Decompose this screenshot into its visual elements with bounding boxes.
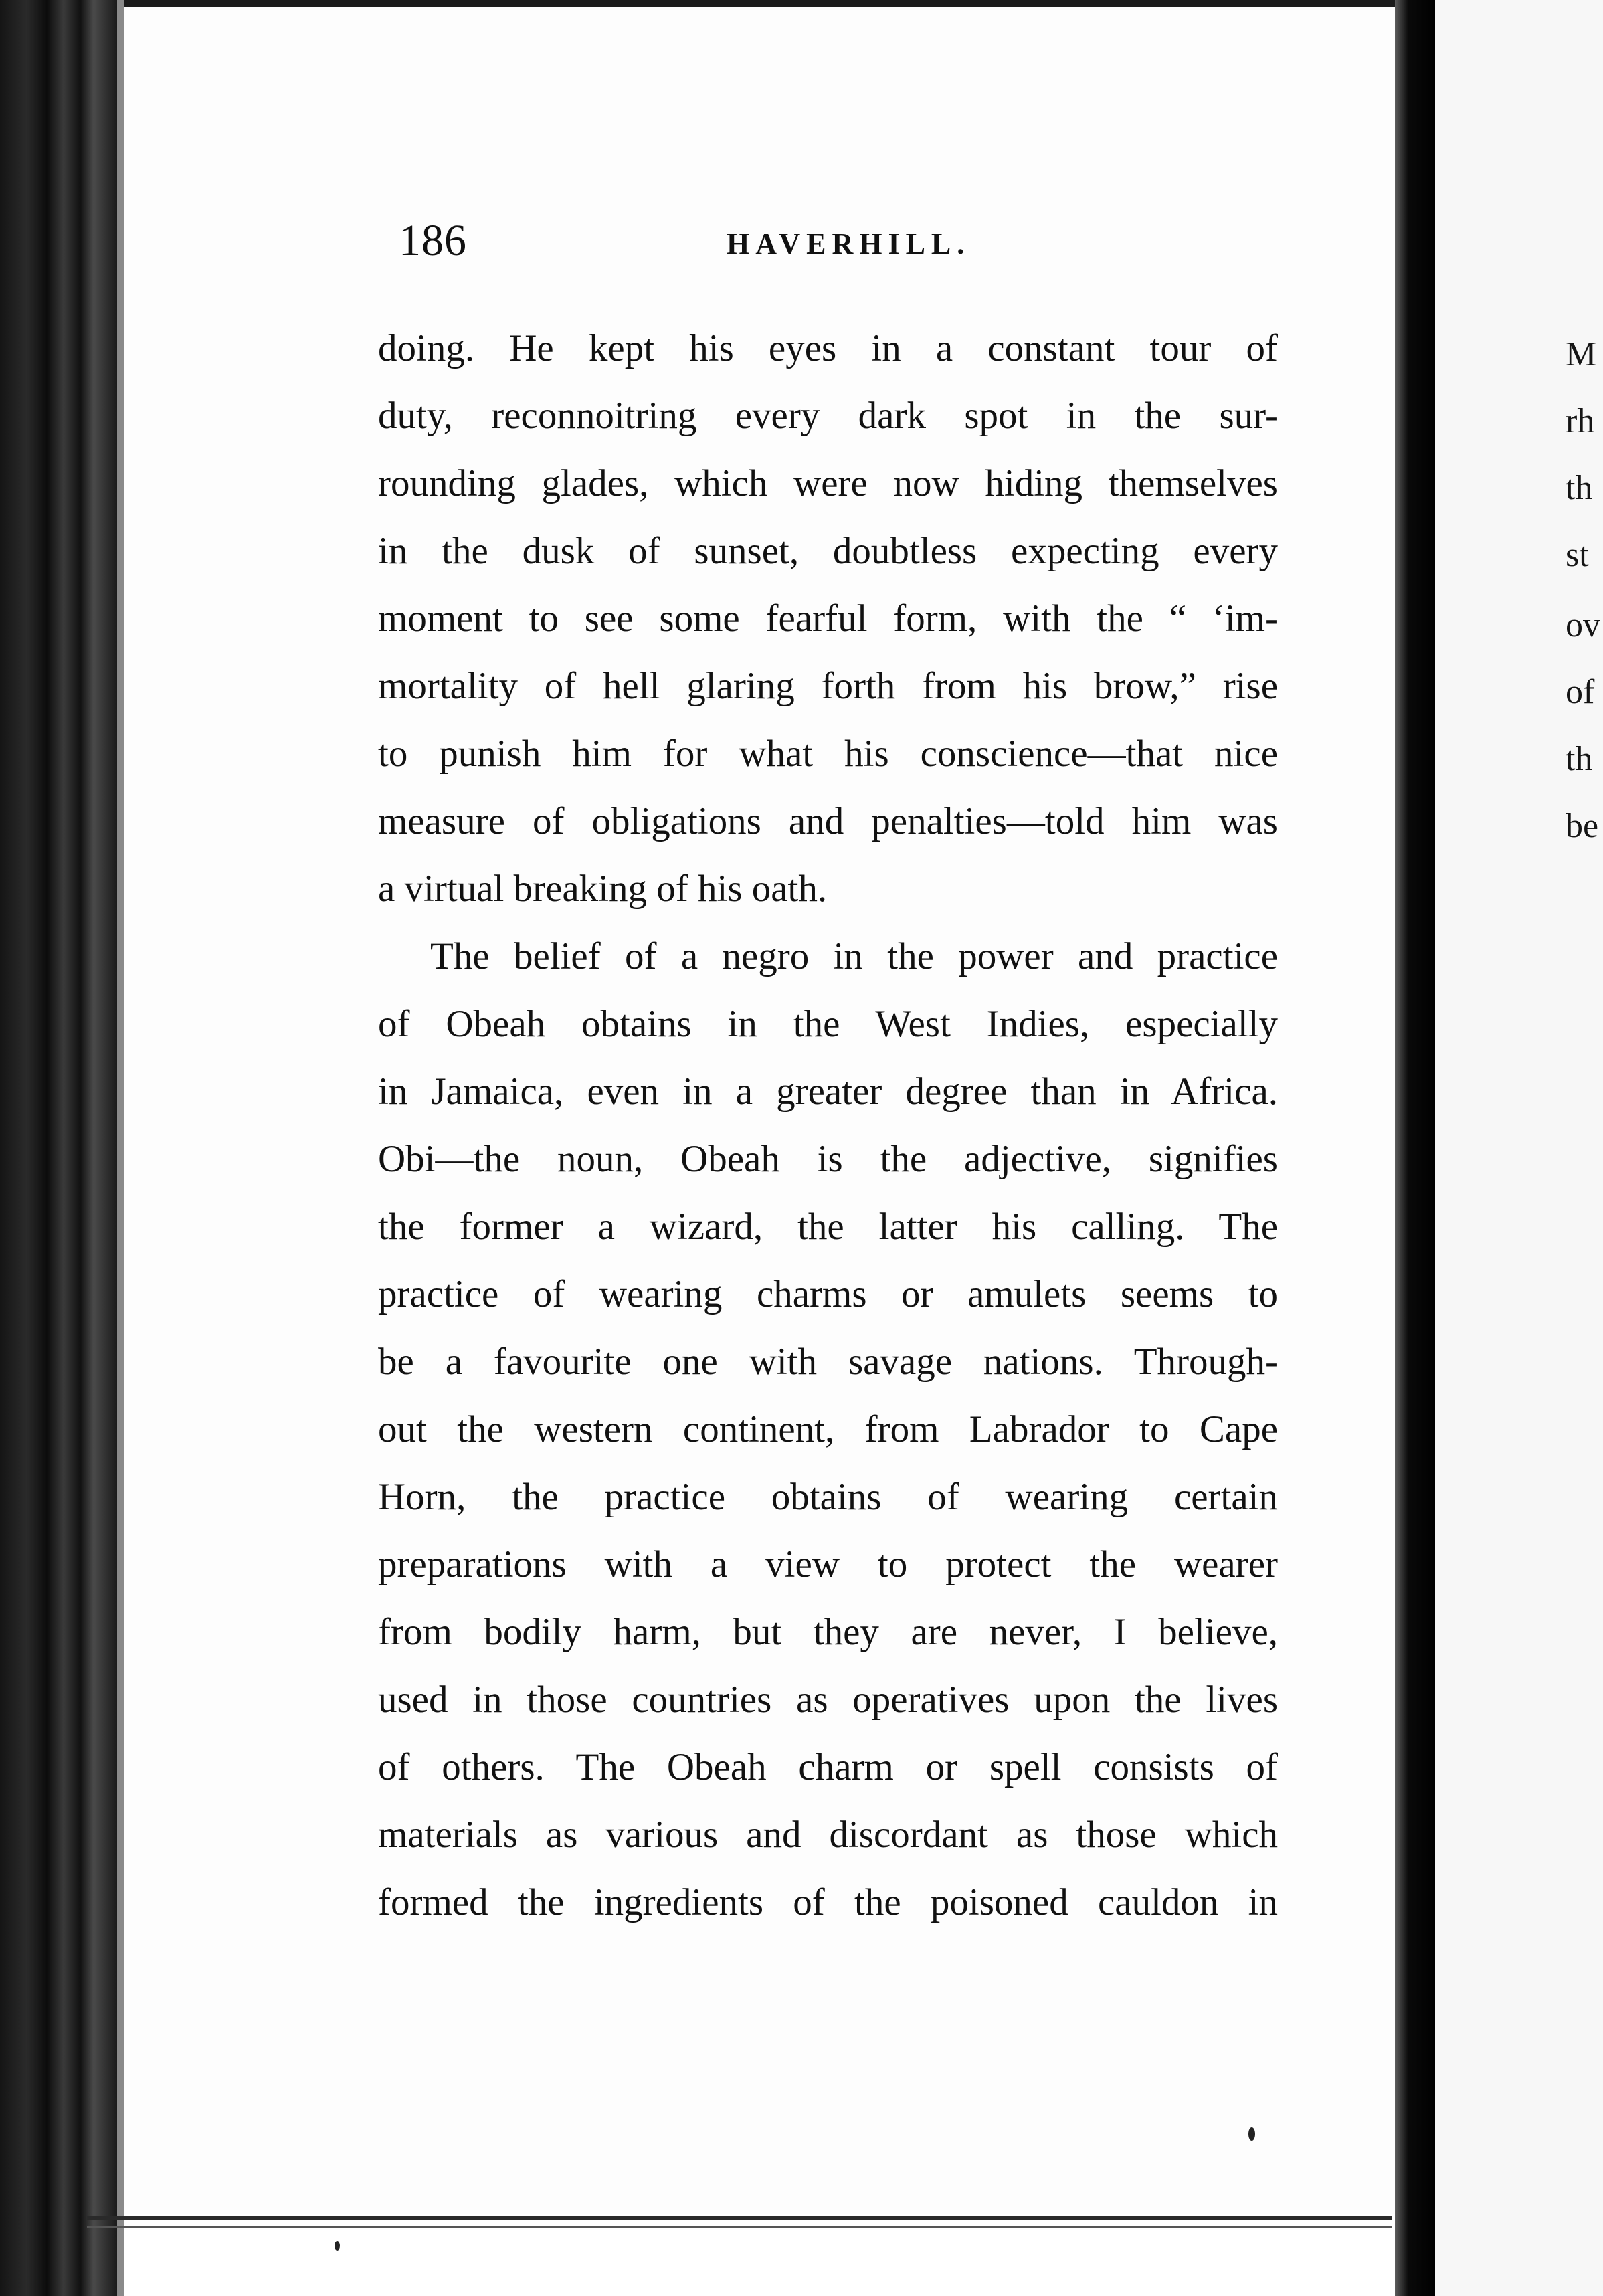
top-scan-border xyxy=(124,0,1603,7)
text-line: duty, reconnoitring every dark spot in the sur- xyxy=(378,395,1278,437)
text-line: Horn, the practice obtains of wearing certain xyxy=(378,1476,1278,1518)
text-line: doing. He kept his eyes in a constant tour of xyxy=(378,327,1278,369)
facing-page-fragment: th xyxy=(1566,469,1593,507)
text-line: from bodily harm, but they are never, I believe, xyxy=(378,1611,1278,1653)
text-line: in Jamaica, even in a greater degree than in Africa. xyxy=(378,1070,1278,1113)
text-line: in the dusk of sunset, doubtless expecting every xyxy=(378,530,1278,572)
text-line: out the western continent, from Labrador to Cape xyxy=(378,1408,1278,1450)
paragraph-1 xyxy=(378,314,1278,923)
text-line: The belief of a negro in the power and practice xyxy=(430,935,1278,977)
running-title: HAVERHILL. xyxy=(727,227,971,260)
text-line: moment to see some fearful form, with the “ ‘im- xyxy=(378,597,1278,640)
bottom-scan-border xyxy=(87,2216,1392,2220)
facing-page-fragment: be xyxy=(1566,807,1599,845)
text-line: be a favourite one with savage nations. Through- xyxy=(378,1341,1278,1383)
facing-page-fragment: ov xyxy=(1566,606,1600,644)
facing-page-fragment: rh xyxy=(1566,402,1595,440)
bottom-scan-border-inner xyxy=(87,2226,1392,2228)
text-line: to punish him for what his conscience—that nice xyxy=(378,733,1278,775)
facing-page-fragment: of xyxy=(1566,673,1595,711)
text-line: formed the ingredients of the poisoned cauldon in xyxy=(378,1881,1278,1923)
paragraph-2 xyxy=(378,923,1278,1936)
body-text xyxy=(378,314,1278,1936)
facing-page-fragment: st xyxy=(1566,536,1589,574)
text-line: materials as various and discordant as those which xyxy=(378,1814,1278,1856)
text-line: rounding glades, which were now hiding themselves xyxy=(378,462,1278,504)
text-line: the former a wizard, the latter his calling. The xyxy=(378,1206,1278,1248)
text-line: mortality of hell glaring forth from his brow,” rise xyxy=(378,665,1278,707)
gutter-divider xyxy=(1395,0,1435,2296)
ink-speck xyxy=(1248,2127,1255,2141)
ink-speck xyxy=(335,2241,340,2251)
text-line: of Obeah obtains in the West Indies, especially xyxy=(378,1003,1278,1045)
text-line: measure of obligations and penalties—told him was xyxy=(378,800,1278,842)
binding-shadow xyxy=(0,0,117,2296)
text-line: preparations with a view to protect the wearer xyxy=(378,1543,1278,1586)
text-line: a virtual breaking of his oath. xyxy=(378,868,828,910)
text-line: practice of wearing charms or amulets seems to xyxy=(378,1273,1278,1315)
text-line: of others. The Obeah charm or spell consists of xyxy=(378,1746,1278,1788)
page-number: 186 xyxy=(399,216,467,265)
text-line: Obi—the noun, Obeah is the adjective, signifies xyxy=(378,1138,1278,1180)
running-head xyxy=(0,204,1603,271)
text-line: used in those countries as operatives upon the lives xyxy=(378,1679,1278,1721)
facing-page-fragment: M xyxy=(1566,335,1597,373)
facing-page-fragment: th xyxy=(1566,740,1593,778)
page-edge xyxy=(117,0,124,2296)
